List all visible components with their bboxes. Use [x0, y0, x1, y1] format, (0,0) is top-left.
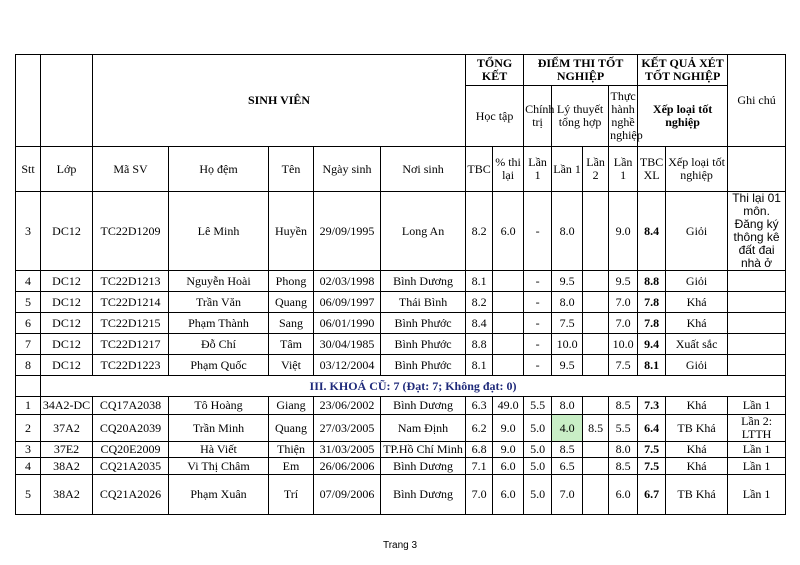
header-ly-thuyet: Lý thuyết tổng hợp: [552, 86, 609, 147]
cell-ghi-chu: Thi lại 01 môn. Đăng ký thông kê đất đai nhà ở: [728, 192, 786, 271]
header-chinh-tri: Chính trị: [524, 86, 552, 147]
cell-xep-loai: Giỏi: [666, 192, 728, 271]
cell-lop: 38A2: [41, 458, 93, 475]
cell-th1: 7.5: [609, 355, 638, 376]
cell-tbc: 8.2: [466, 192, 493, 271]
cell-ho-dem: Đỗ Chí: [169, 334, 269, 355]
cell-tbc-xl: 7.5: [638, 442, 666, 458]
cell-ma-sv: CQ21A2026: [93, 475, 169, 515]
cell-pct: [493, 271, 524, 292]
cell-stt: 7: [16, 334, 41, 355]
cell-pct: [493, 334, 524, 355]
cell-stt: 2: [16, 415, 41, 442]
cell-pct: 49.0: [493, 397, 524, 415]
cell-lt2: [583, 475, 609, 515]
cell-ngay-sinh: 27/03/2005: [314, 415, 381, 442]
cell-lt2: [583, 313, 609, 334]
cell-ho-dem: Trần Minh: [169, 415, 269, 442]
cell-tbc-xl: 8.4: [638, 192, 666, 271]
cell-lt1: 9.5: [552, 271, 583, 292]
cell-ho-dem: Lê Minh: [169, 192, 269, 271]
cell-lt2: [583, 442, 609, 458]
cell-ngay-sinh: 26/06/2006: [314, 458, 381, 475]
cell-ten: Huyền: [269, 192, 314, 271]
cell-lop: DC12: [41, 334, 93, 355]
cell-tbc-xl: 7.8: [638, 313, 666, 334]
table-row: [16, 334, 786, 355]
cell-noi-sinh: Nam Định: [381, 415, 466, 442]
cell-pct: [493, 313, 524, 334]
cell-tbc: 8.1: [466, 271, 493, 292]
header-xep-loai: Xếp loại tốt nghiệp: [638, 86, 728, 147]
cell-ten: Em: [269, 458, 314, 475]
cell-ma-sv: TC22D1223: [93, 355, 169, 376]
cell-tbc-xl: 7.5: [638, 458, 666, 475]
cell-tbc-xl: 8.8: [638, 271, 666, 292]
cell-noi-sinh: Thái Bình: [381, 292, 466, 313]
section-blank: [16, 376, 41, 397]
col-tbc: TBC: [466, 147, 493, 192]
cell-ho-dem: Vi Thị Châm: [169, 458, 269, 475]
cell-ma-sv: CQ17A2038: [93, 397, 169, 415]
cell-ghi-chu: [728, 355, 786, 376]
cell-xep-loai: TB Khá: [666, 415, 728, 442]
col-lan1-thuc-hanh: Lần 1: [609, 147, 638, 192]
cell-tbc: 6.8: [466, 442, 493, 458]
cell-xep-loai: Khá: [666, 442, 728, 458]
cell-lt2: [583, 292, 609, 313]
cell-xep-loai: Khá: [666, 313, 728, 334]
col-lan1-ly-thuyet: Lần 1: [552, 147, 583, 192]
cell-lt2: [583, 192, 609, 271]
cell-stt: 8: [16, 355, 41, 376]
cell-ct1: 5.0: [524, 458, 552, 475]
cell-th1: 7.0: [609, 313, 638, 334]
cell-lop: DC12: [41, 192, 93, 271]
cell-ten: Quang: [269, 415, 314, 442]
cell-ho-dem: Hà Viết: [169, 442, 269, 458]
cell-tbc: 8.4: [466, 313, 493, 334]
cell-lt1: 7.5: [552, 313, 583, 334]
cell-tbc-xl: 8.1: [638, 355, 666, 376]
cell-lop: DC12: [41, 313, 93, 334]
cell-tbc: 6.3: [466, 397, 493, 415]
header-sinh-vien: SINH VIÊN: [93, 55, 466, 147]
section-title: III. KHOÁ CŨ: 7 (Đạt: 7; Không đạt: 0): [41, 376, 786, 397]
col-xep-loai: Xếp loại tốt nghiệp: [666, 147, 728, 192]
cell-stt: 4: [16, 458, 41, 475]
col-ngay-sinh: Ngày sinh: [314, 147, 381, 192]
cell-pct: [493, 292, 524, 313]
cell-ho-dem: Phạm Xuân: [169, 475, 269, 515]
cell-noi-sinh: Bình Phước: [381, 313, 466, 334]
cell-pct: 9.0: [493, 442, 524, 458]
cell-lop: DC12: [41, 355, 93, 376]
cell-ct1: -: [524, 313, 552, 334]
col-lan2-ly-thuyet: Lần 2: [583, 147, 609, 192]
table-row: [16, 475, 786, 515]
header-row-3: [16, 147, 786, 192]
cell-th1: 9.5: [609, 271, 638, 292]
table-row: [16, 442, 786, 458]
cell-lop: 37A2: [41, 415, 93, 442]
cell-ma-sv: TC22D1214: [93, 292, 169, 313]
cell-lt1: 6.5: [552, 458, 583, 475]
cell-th1: 10.0: [609, 334, 638, 355]
cell-ngay-sinh: 02/03/1998: [314, 271, 381, 292]
cell-ct1: 5.0: [524, 475, 552, 515]
cell-tbc-xl: 6.4: [638, 415, 666, 442]
cell-ghi-chu: Lần 1: [728, 475, 786, 515]
table-row: [16, 397, 786, 415]
cell-xep-loai: Khá: [666, 292, 728, 313]
page-number: Trang 3: [382, 540, 418, 551]
cell-th1: 9.0: [609, 192, 638, 271]
cell-ma-sv: TC22D1215: [93, 313, 169, 334]
section-row: [16, 376, 786, 397]
cell-th1: 5.5: [609, 415, 638, 442]
cell-tbc: 7.1: [466, 458, 493, 475]
cell-th1: 8.0: [609, 442, 638, 458]
cell-ngay-sinh: 23/06/2002: [314, 397, 381, 415]
col-ma-sv: Mã SV: [93, 147, 169, 192]
col-noi-sinh: Nơi sinh: [381, 147, 466, 192]
cell-stt: 3: [16, 442, 41, 458]
cell-xep-loai: TB Khá: [666, 475, 728, 515]
header-diem-thi: ĐIỂM THI TỐT NGHIỆP: [524, 55, 638, 86]
table-row: [16, 313, 786, 334]
cell-noi-sinh: Bình Dương: [381, 271, 466, 292]
cell-ma-sv: CQ20E2009: [93, 442, 169, 458]
cell-lt1-highlighted: 4.0: [552, 415, 583, 442]
cell-lt1: 7.0: [552, 475, 583, 515]
cell-stt: 3: [16, 192, 41, 271]
cell-ngay-sinh: 30/04/1985: [314, 334, 381, 355]
cell-lop: 34A2-DC: [41, 397, 93, 415]
cell-lt2: [583, 334, 609, 355]
cell-tbc: 8.2: [466, 292, 493, 313]
cell-noi-sinh: Bình Dương: [381, 397, 466, 415]
table-row: [16, 192, 786, 271]
cell-ct1: 5.0: [524, 442, 552, 458]
cell-pct: 9.0: [493, 415, 524, 442]
col-ghi-chu: [728, 147, 786, 192]
cell-ct1: 5.5: [524, 397, 552, 415]
cell-ma-sv: TC22D1213: [93, 271, 169, 292]
cell-lop: DC12: [41, 292, 93, 313]
col-lan1-chinh-tri: Lần 1: [524, 147, 552, 192]
cell-lt2: 8.5: [583, 415, 609, 442]
table-row: [16, 415, 786, 442]
graduation-results-table: [15, 54, 786, 515]
cell-ghi-chu: Lần 1: [728, 442, 786, 458]
cell-lop: DC12: [41, 271, 93, 292]
cell-th1: 6.0: [609, 475, 638, 515]
cell-noi-sinh: Bình Phước: [381, 355, 466, 376]
table-row: [16, 458, 786, 475]
cell-ghi-chu: [728, 292, 786, 313]
cell-ngay-sinh: 31/03/2005: [314, 442, 381, 458]
cell-lop: 37E2: [41, 442, 93, 458]
cell-lt2: [583, 397, 609, 415]
cell-ngay-sinh: 29/09/1995: [314, 192, 381, 271]
cell-tbc: 6.2: [466, 415, 493, 442]
cell-pct: 6.0: [493, 192, 524, 271]
col-ho-dem: Họ đệm: [169, 147, 269, 192]
header-blank: [16, 55, 41, 147]
table-row: [16, 355, 786, 376]
cell-lt1: 8.0: [552, 397, 583, 415]
cell-noi-sinh: TP.Hồ Chí Minh: [381, 442, 466, 458]
cell-lt2: [583, 458, 609, 475]
cell-ho-dem: Phạm Thành: [169, 313, 269, 334]
header-row-1: [16, 55, 786, 86]
cell-ngay-sinh: 06/01/1990: [314, 313, 381, 334]
cell-ngay-sinh: 07/09/2006: [314, 475, 381, 515]
cell-xep-loai: Giỏi: [666, 355, 728, 376]
cell-ho-dem: Phạm Quốc: [169, 355, 269, 376]
col-pct-thi-lai: % thi lại: [493, 147, 524, 192]
col-lop: Lớp: [41, 147, 93, 192]
cell-ho-dem: Tô Hoàng: [169, 397, 269, 415]
cell-tbc: 7.0: [466, 475, 493, 515]
cell-ma-sv: CQ21A2035: [93, 458, 169, 475]
cell-lt1: 8.0: [552, 292, 583, 313]
cell-ma-sv: TC22D1209: [93, 192, 169, 271]
header-tong-ket: TỔNG KẾT: [466, 55, 524, 86]
cell-xep-loai: Khá: [666, 458, 728, 475]
cell-ma-sv: TC22D1217: [93, 334, 169, 355]
cell-ghi-chu: Lần 1: [728, 458, 786, 475]
cell-stt: 6: [16, 313, 41, 334]
cell-th1: 7.0: [609, 292, 638, 313]
header-ket-qua: KẾT QUẢ XÉT TỐT NGHIỆP: [638, 55, 728, 86]
cell-ngay-sinh: 06/09/1997: [314, 292, 381, 313]
cell-noi-sinh: Bình Phước: [381, 334, 466, 355]
cell-ngay-sinh: 03/12/2004: [314, 355, 381, 376]
cell-pct: [493, 355, 524, 376]
cell-tbc: 8.1: [466, 355, 493, 376]
cell-ho-dem: Nguyễn Hoài: [169, 271, 269, 292]
cell-ten: Sang: [269, 313, 314, 334]
cell-lt2: [583, 355, 609, 376]
col-tbc-xl: TBC XL: [638, 147, 666, 192]
cell-th1: 8.5: [609, 397, 638, 415]
header-blank: [41, 55, 93, 147]
cell-lt2: [583, 271, 609, 292]
cell-noi-sinh: Long An: [381, 192, 466, 271]
cell-xep-loai: Khá: [666, 397, 728, 415]
cell-tbc-xl: 6.7: [638, 475, 666, 515]
cell-tbc: 8.8: [466, 334, 493, 355]
cell-ct1: 5.0: [524, 415, 552, 442]
cell-stt: 4: [16, 271, 41, 292]
cell-lt1: 8.5: [552, 442, 583, 458]
cell-noi-sinh: Bình Dương: [381, 475, 466, 515]
cell-ten: Trí: [269, 475, 314, 515]
cell-ten: Quang: [269, 292, 314, 313]
cell-ten: Giang: [269, 397, 314, 415]
table-row: [16, 271, 786, 292]
cell-ten: Phong: [269, 271, 314, 292]
cell-ten: Tâm: [269, 334, 314, 355]
cell-th1: 8.5: [609, 458, 638, 475]
header-ghi-chu: Ghi chú: [728, 55, 786, 147]
cell-tbc-xl: 7.8: [638, 292, 666, 313]
table-row: [16, 292, 786, 313]
cell-ghi-chu: Lần 2: LTTH: [728, 415, 786, 442]
cell-ghi-chu: [728, 313, 786, 334]
cell-ghi-chu: [728, 334, 786, 355]
header-thuc-hanh: Thực hành nghề nghiệp: [609, 86, 638, 147]
cell-ct1: -: [524, 271, 552, 292]
cell-stt: 5: [16, 475, 41, 515]
cell-ma-sv: CQ20A2039: [93, 415, 169, 442]
cell-ct1: -: [524, 355, 552, 376]
cell-stt: 5: [16, 292, 41, 313]
cell-ct1: -: [524, 192, 552, 271]
cell-pct: 6.0: [493, 458, 524, 475]
cell-lt1: 9.5: [552, 355, 583, 376]
header-hoc-tap: Học tập: [466, 86, 524, 147]
cell-xep-loai: Xuất sắc: [666, 334, 728, 355]
cell-ghi-chu: [728, 271, 786, 292]
cell-noi-sinh: Bình Dương: [381, 458, 466, 475]
cell-xep-loai: Giỏi: [666, 271, 728, 292]
cell-ten: Việt: [269, 355, 314, 376]
cell-ghi-chu: Lần 1: [728, 397, 786, 415]
cell-lop: 38A2: [41, 475, 93, 515]
cell-ten: Thiện: [269, 442, 314, 458]
col-ten: Tên: [269, 147, 314, 192]
cell-ho-dem: Trần Văn: [169, 292, 269, 313]
cell-pct: 6.0: [493, 475, 524, 515]
cell-lt1: 10.0: [552, 334, 583, 355]
col-stt: Stt: [16, 147, 41, 192]
cell-stt: 1: [16, 397, 41, 415]
cell-lt1: 8.0: [552, 192, 583, 271]
cell-ct1: -: [524, 334, 552, 355]
cell-tbc-xl: 7.3: [638, 397, 666, 415]
cell-tbc-xl: 9.4: [638, 334, 666, 355]
cell-ct1: -: [524, 292, 552, 313]
